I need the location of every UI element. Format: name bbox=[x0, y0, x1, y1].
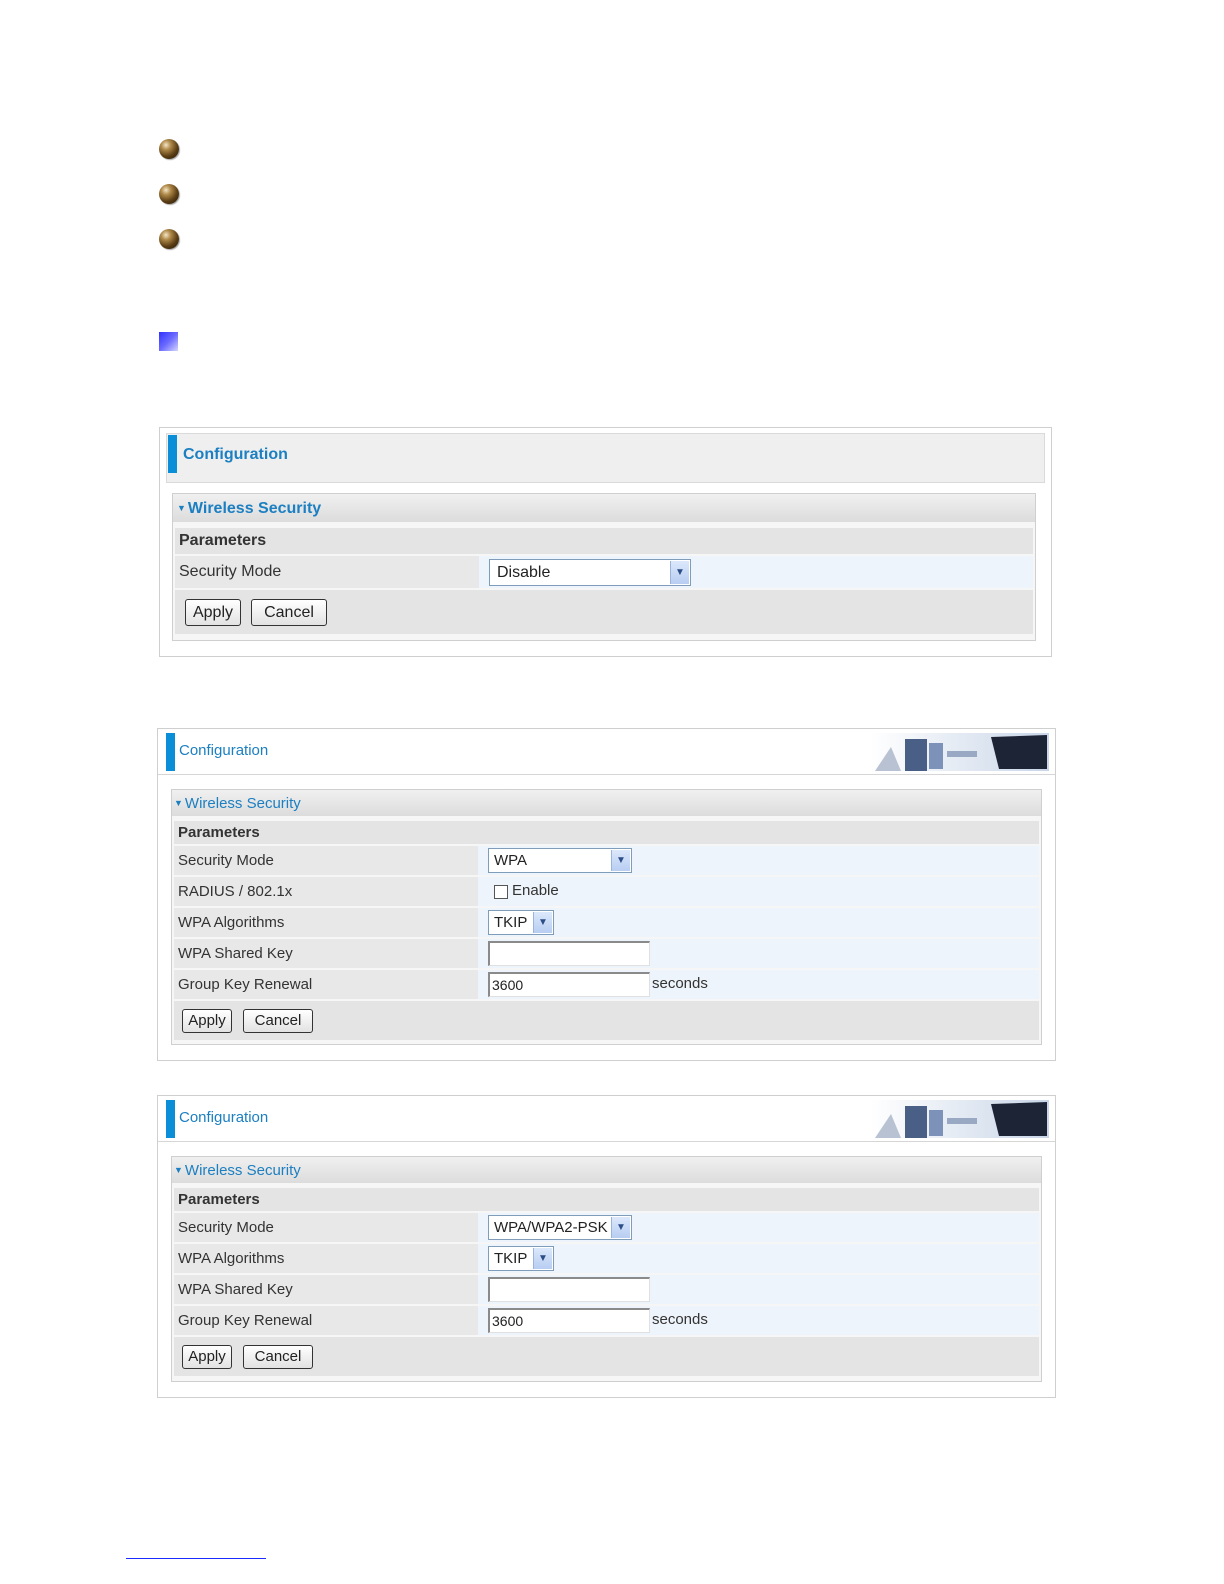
section-marker-icon bbox=[159, 332, 178, 351]
panel-title: Configuration bbox=[179, 742, 269, 759]
security-mode-row bbox=[174, 1213, 1039, 1242]
security-mode-select[interactable] bbox=[489, 559, 691, 586]
chevron-down-icon: ▼ bbox=[533, 912, 552, 933]
security-mode-value: Disable bbox=[497, 564, 551, 581]
button-row bbox=[174, 1337, 1039, 1376]
apply-button[interactable]: Apply bbox=[185, 599, 241, 626]
cancel-button[interactable]: Cancel bbox=[251, 599, 327, 626]
wireless-security-section bbox=[171, 789, 1042, 1045]
parameters-header bbox=[174, 1188, 1039, 1211]
wpa-algorithms-label: WPA Algorithms bbox=[174, 908, 478, 937]
section-title: Wireless Security bbox=[184, 795, 301, 812]
wpa-algorithms-value: TKIP bbox=[494, 1250, 528, 1267]
footer-divider bbox=[126, 1558, 266, 1559]
wpa-algorithms-cell bbox=[478, 1244, 1039, 1273]
header-accent-bar bbox=[166, 733, 175, 771]
shared-key-label: WPA Shared Key bbox=[174, 939, 478, 968]
collapse-triangle-icon: ▼ bbox=[177, 503, 186, 513]
group-key-row bbox=[174, 970, 1039, 999]
group-key-label: Group Key Renewal bbox=[174, 1306, 478, 1335]
group-key-input[interactable]: 3600 bbox=[488, 972, 650, 997]
radius-cell bbox=[478, 877, 1039, 906]
chevron-down-icon: ▼ bbox=[670, 561, 689, 584]
shared-key-cell bbox=[478, 1275, 1039, 1304]
seconds-label: seconds bbox=[652, 1311, 708, 1328]
header-accent-bar bbox=[168, 435, 177, 473]
wireless-security-section bbox=[172, 493, 1036, 641]
collapse-triangle-icon: ▼ bbox=[174, 798, 183, 808]
section-header[interactable] bbox=[173, 494, 1035, 522]
wpa-algorithms-label: WPA Algorithms bbox=[174, 1244, 478, 1273]
shared-key-label: WPA Shared Key bbox=[174, 1275, 478, 1304]
group-key-cell bbox=[478, 1306, 1039, 1335]
wpa-algorithms-cell bbox=[478, 908, 1039, 937]
group-key-row bbox=[174, 1306, 1039, 1335]
bullet-icon bbox=[159, 229, 179, 249]
security-mode-select[interactable] bbox=[488, 848, 632, 873]
shared-key-input[interactable] bbox=[488, 1277, 650, 1302]
group-key-label: Group Key Renewal bbox=[174, 970, 478, 999]
office-banner-image bbox=[871, 1100, 1049, 1138]
header-accent-bar bbox=[166, 1100, 175, 1138]
panel-header bbox=[166, 433, 1045, 483]
shared-key-input[interactable] bbox=[488, 941, 650, 966]
config-panel-wpa-psk bbox=[157, 1095, 1056, 1398]
section-header[interactable] bbox=[172, 790, 1041, 816]
security-mode-value: WPA bbox=[494, 852, 528, 869]
security-mode-value: WPA/WPA2-PSK bbox=[494, 1219, 608, 1236]
wpa-algorithms-row bbox=[174, 1244, 1039, 1273]
cancel-button[interactable]: Cancel bbox=[243, 1345, 313, 1369]
panel-title: Configuration bbox=[183, 446, 288, 463]
group-key-input[interactable]: 3600 bbox=[488, 1308, 650, 1333]
cancel-button[interactable]: Cancel bbox=[243, 1009, 313, 1033]
parameters-header bbox=[174, 821, 1039, 844]
wpa-algorithms-row bbox=[174, 908, 1039, 937]
button-row bbox=[175, 590, 1033, 634]
panel-title: Configuration bbox=[179, 1109, 269, 1126]
parameters-header bbox=[175, 528, 1033, 554]
radius-label: RADIUS / 802.1x bbox=[174, 877, 478, 906]
wpa-algorithms-select[interactable] bbox=[488, 910, 554, 935]
wpa-algorithms-select[interactable] bbox=[488, 1246, 554, 1271]
chevron-down-icon: ▼ bbox=[611, 1217, 630, 1238]
security-mode-label: Security Mode bbox=[174, 1213, 478, 1242]
wireless-security-section bbox=[171, 1156, 1042, 1382]
section-title: Wireless Security bbox=[187, 500, 322, 517]
apply-button[interactable]: Apply bbox=[182, 1009, 232, 1033]
radius-enable-label: Enable bbox=[512, 882, 559, 899]
bullet-icon bbox=[159, 139, 179, 159]
parameters-label: Parameters bbox=[179, 532, 267, 549]
panel-header bbox=[158, 1096, 1055, 1142]
parameters-label: Parameters bbox=[178, 824, 260, 841]
security-mode-row bbox=[175, 556, 1033, 588]
wpa-algorithms-value: TKIP bbox=[494, 914, 528, 931]
chevron-down-icon: ▼ bbox=[611, 850, 630, 871]
group-key-cell bbox=[478, 970, 1039, 999]
parameters-label: Parameters bbox=[178, 1191, 260, 1208]
section-title: Wireless Security bbox=[184, 1162, 301, 1179]
radius-enable-checkbox[interactable] bbox=[494, 885, 508, 899]
security-mode-select[interactable] bbox=[488, 1215, 632, 1240]
apply-button[interactable]: Apply bbox=[182, 1345, 232, 1369]
shared-key-row bbox=[174, 939, 1039, 968]
button-row bbox=[174, 1001, 1039, 1040]
section-header[interactable] bbox=[172, 1157, 1041, 1183]
security-mode-cell bbox=[478, 846, 1039, 875]
panel-header bbox=[158, 729, 1055, 775]
chevron-down-icon: ▼ bbox=[533, 1248, 552, 1269]
security-mode-cell bbox=[479, 556, 1033, 588]
radius-row bbox=[174, 877, 1039, 906]
bullet-icon bbox=[159, 184, 179, 204]
security-mode-label: Security Mode bbox=[174, 846, 478, 875]
security-mode-row bbox=[174, 846, 1039, 875]
security-mode-label: Security Mode bbox=[175, 556, 479, 588]
shared-key-row bbox=[174, 1275, 1039, 1304]
config-panel-disable bbox=[159, 427, 1052, 657]
shared-key-cell bbox=[478, 939, 1039, 968]
config-panel-wpa bbox=[157, 728, 1056, 1061]
security-mode-cell bbox=[478, 1213, 1039, 1242]
office-banner-image bbox=[871, 733, 1049, 771]
seconds-label: seconds bbox=[652, 975, 708, 992]
collapse-triangle-icon: ▼ bbox=[174, 1165, 183, 1175]
